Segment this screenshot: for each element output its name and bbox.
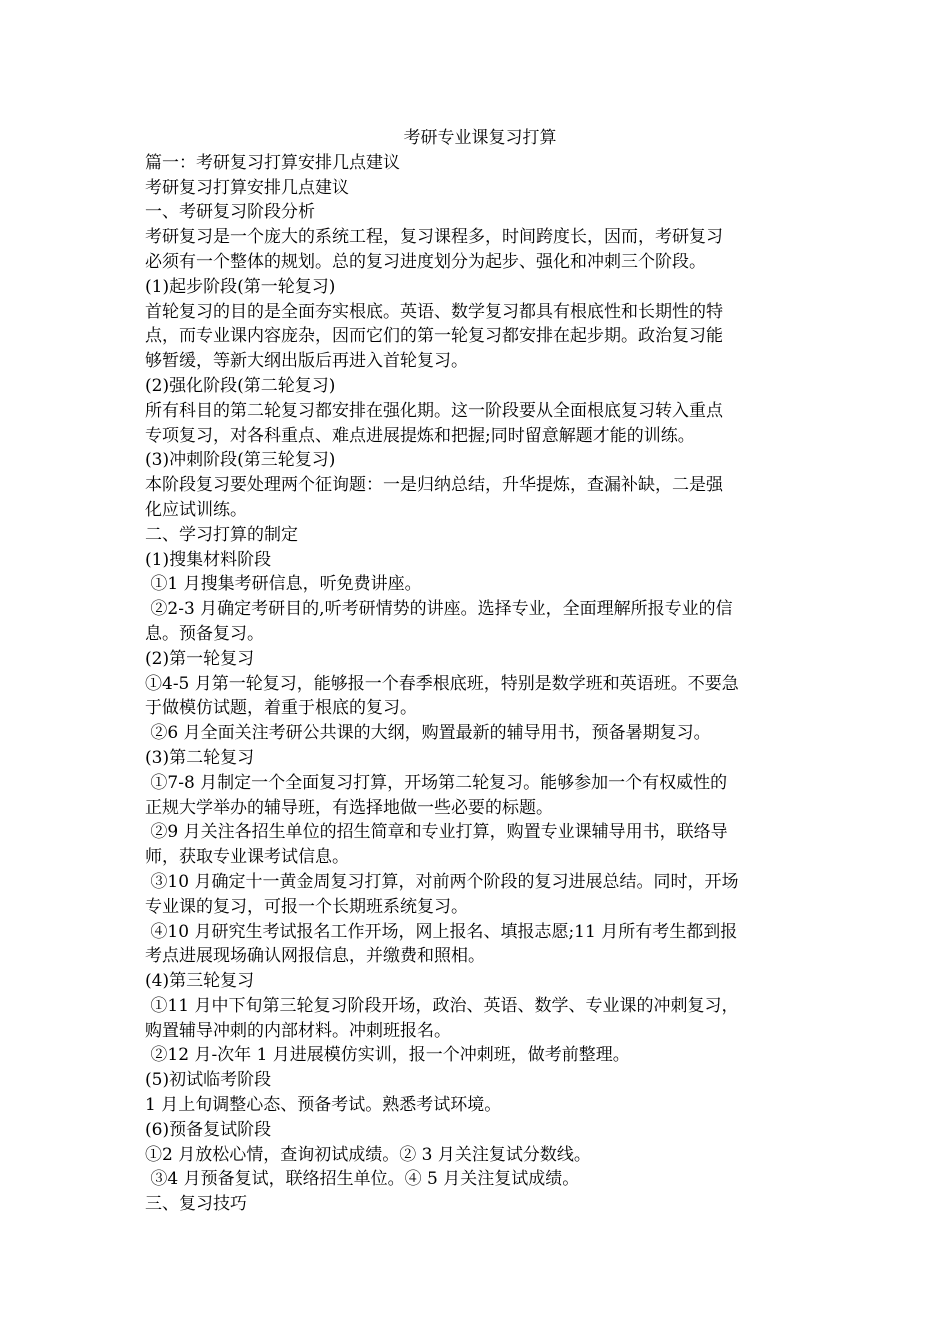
section-heading: 篇一：考研复习打算安排几点建议 <box>145 152 400 173</box>
document-body <box>145 126 815 1217</box>
list-item: ③10 月确定十一黄金周复习打算，对前两个阶段的复习进展总结。同时，开场 <box>145 871 739 892</box>
list-item-continuation: 正规大学举办的辅导班，有选择地做一些必要的标题。 <box>145 797 553 818</box>
list-item: ①4-5 月第一轮复习，能够报一个春季根底班，特别是数学班和英语班。不要急 <box>145 673 739 694</box>
section-heading: 一、考研复习阶段分析 <box>145 202 315 223</box>
stage-heading: (4)第三轮复习 <box>145 971 255 992</box>
section-heading: 二、学习打算的制定 <box>145 524 298 545</box>
list-item-continuation: 师，获取专业课考试信息。 <box>145 847 349 868</box>
paragraph-line: 化应试训练。 <box>145 499 247 520</box>
stage-heading: (3)冲刺阶段(第三轮复习) <box>145 450 336 471</box>
paragraph-line: 必须有一个整体的规划。总的复习进度划分为起步、强化和冲刺三个阶段。 <box>145 251 706 272</box>
stage-heading: (1)搜集材料阶段 <box>145 549 272 570</box>
stage-heading: (5)初试临考阶段 <box>145 1070 272 1091</box>
paragraph-line: 所有科目的第二轮复习都安排在强化期。这一阶段要从全面根底复习转入重点 <box>145 400 723 421</box>
stage-heading: (2)强化阶段(第二轮复习) <box>145 375 336 396</box>
paragraph-line: 本阶段复习要处理两个征询题：一是归纳总结，升华提炼，查漏补缺，二是强 <box>145 475 723 496</box>
list-item: ①11 月中下旬第三轮复习阶段开场，政治、英语、数学、专业课的冲刺复习， <box>145 995 739 1016</box>
list-item: ①7-8 月制定一个全面复习打算，开场第二轮复习。能够参加一个有权威性的 <box>145 772 728 793</box>
stage-heading: (2)第一轮复习 <box>145 648 255 669</box>
list-item: ③4 月预备复试，联络招生单位。④ 5 月关注复试成绩。 <box>145 1169 580 1190</box>
stage-heading: (1)起步阶段(第一轮复习) <box>145 276 336 297</box>
list-item: ①2 月放松心情，查询初试成绩。② 3 月关注复试分数线。 <box>145 1144 591 1165</box>
list-item-continuation: 购置辅导冲刺的内部材料。冲刺班报名。 <box>145 1020 451 1041</box>
list-item-continuation: 专业课的复习，可报一个长期班系统复习。 <box>145 896 468 917</box>
stage-heading: (3)第二轮复习 <box>145 747 255 768</box>
stage-heading: (6)预备复试阶段 <box>145 1119 272 1140</box>
list-item: ④10 月研究生考试报名工作开场，网上报名、填报志愿;11 月所有考生都到报 <box>145 921 738 942</box>
paragraph-line: 专项复习，对各科重点、难点进展提炼和把握;同时留意解题才能的训练。 <box>145 425 695 446</box>
subtitle: 考研复习打算安排几点建议 <box>145 177 349 198</box>
list-item: ②2-3 月确定考研目的,听考研情势的讲座。选择专业，全面理解所报专业的信 <box>145 599 733 620</box>
list-item-continuation: 息。预备复习。 <box>145 623 264 644</box>
list-item-continuation: 于做模仿试题，着重于根底的复习。 <box>145 698 417 719</box>
list-item: ②9 月关注各招生单位的招生简章和专业打算，购置专业课辅导用书，联络导 <box>145 822 728 843</box>
paragraph-line: 点，而专业课内容庞杂，因而它们的第一轮复习都安排在起步期。政治复习能 <box>145 326 723 347</box>
paragraph-line: 考研复习是一个庞大的系统工程，复习课程多，时间跨度长，因而，考研复习 <box>145 227 723 248</box>
paragraph-line: 够暂缓，等新大纲出版后再进入首轮复习。 <box>145 351 468 372</box>
list-item: ①1 月搜集考研信息，听免费讲座。 <box>145 574 422 595</box>
paragraph-line: 首轮复习的目的是全面夯实根底。英语、数学复习都具有根底性和长期性的特 <box>145 301 723 322</box>
paragraph-line: 1 月上旬调整心态、预备考试。熟悉考试环境。 <box>145 1095 502 1116</box>
list-item: ②6 月全面关注考研公共课的大纲，购置最新的辅导用书，预备暑期复习。 <box>145 723 711 744</box>
list-item-continuation: 考点进展现场确认网报信息，并缴费和照相。 <box>145 946 485 967</box>
section-heading: 三、复习技巧 <box>145 1194 247 1215</box>
list-item: ②12 月-次年 1 月进展模仿实训，报一个冲刺班，做考前整理。 <box>145 1045 630 1066</box>
document-title: 考研专业课复习打算 <box>403 128 557 148</box>
